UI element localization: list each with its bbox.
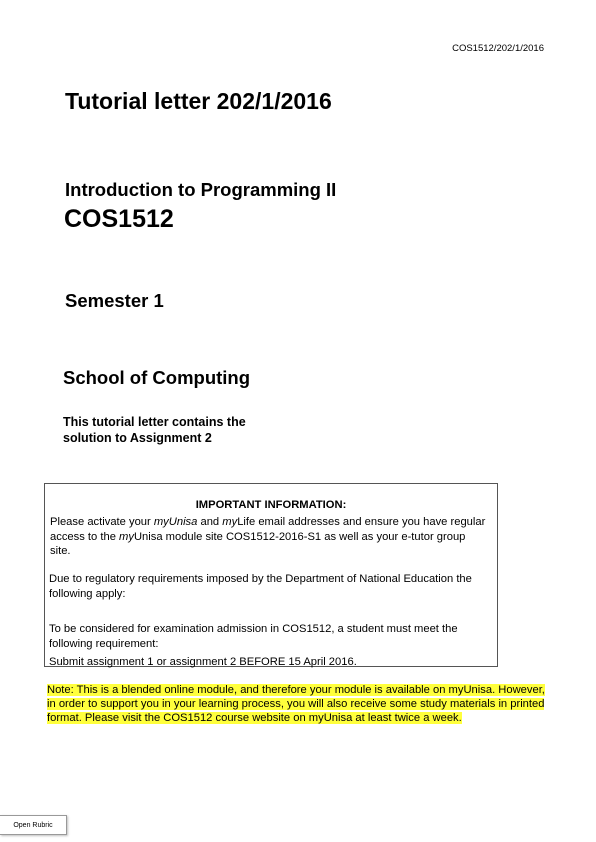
info-requirement-item: Submit assignment 1 or assignment 2 BEFORE 15 April 2016. [49, 656, 357, 668]
blended-module-note [47, 683, 547, 725]
info-text-italic: my [119, 530, 134, 543]
info-regulatory-paragraph: Due to regulatory requirements imposed by the Department of National Education the following apply: [49, 573, 472, 600]
letter-purpose-line-2: solution to Assignment 2 [63, 431, 212, 445]
highlighted-note-text: Note: This is a blended online module, and therefore your module is available on myUnisa. However, in order to support you in your learning process, you will also receive some study materials in printed format. Please visit the COS1512 course website on myUnisa at least twice a week. [47, 684, 545, 724]
info-admission-paragraph: To be considered for examination admission in COS1512, a student must meet the following requirement: [49, 623, 458, 650]
page-title: Tutorial letter 202/1/2016 [65, 88, 332, 114]
module-code: COS1512 [64, 205, 174, 233]
info-text-italic: my [222, 516, 238, 528]
letter-purpose-line-1: This tutorial letter contains the [63, 415, 246, 429]
info-text-italic: myUnisa [153, 516, 198, 528]
module-name: Introduction to Programming II [65, 179, 337, 200]
info-activation-paragraph [50, 515, 488, 559]
letter-purpose [63, 414, 293, 446]
info-text: Life email addresses and ensure you have regular access to the [50, 516, 486, 543]
info-text: Unisa module site COS1512-2016-S1 as well as your e-tutor group site. [50, 530, 466, 557]
info-text: Please activate your [50, 516, 154, 528]
open-rubric-button[interactable]: Open Rubric [0, 815, 67, 835]
school-name: School of Computing [63, 367, 251, 388]
document-reference: COS1512/202/1/2016 [452, 43, 544, 54]
important-information-box [44, 483, 498, 667]
semester-label: Semester 1 [65, 290, 164, 311]
info-text: and [197, 516, 223, 528]
info-heading: IMPORTANT INFORMATION: [195, 499, 347, 511]
